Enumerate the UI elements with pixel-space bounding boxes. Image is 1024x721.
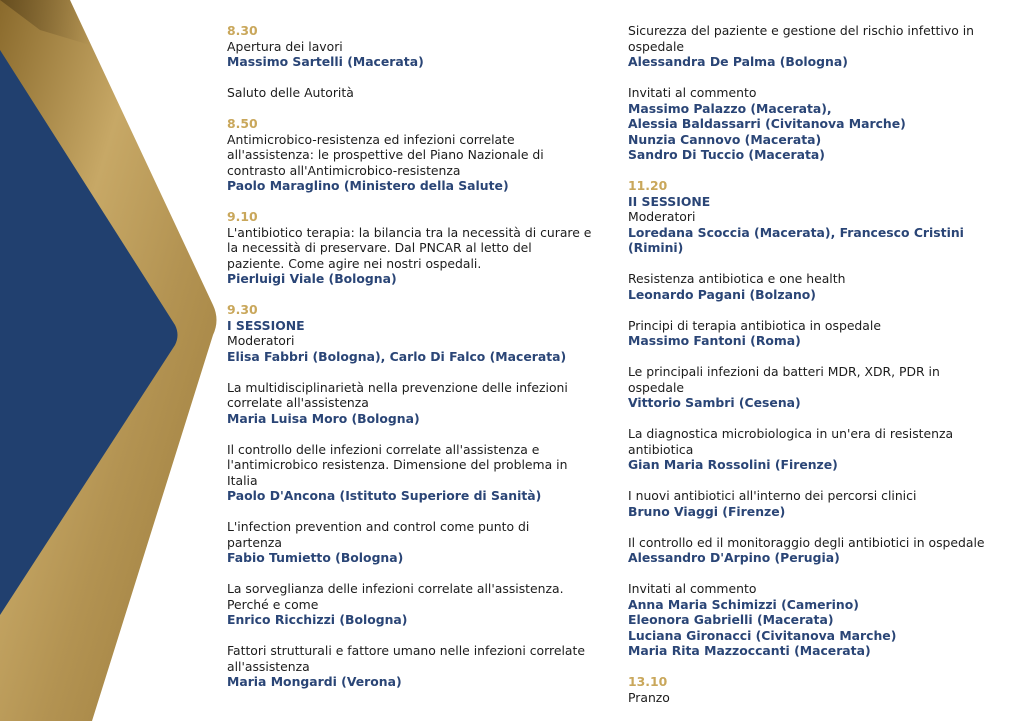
talk-title-line: partenza [227, 534, 282, 550]
talk-title-line: L'infection prevention and control come punto di [227, 519, 530, 534]
speaker-name: Leonardo Pagani (Bolzano) [628, 286, 816, 302]
program-item [628, 318, 1008, 349]
talk-title-line: all'assistenza: le prospettive del Piano Nazionale di [227, 147, 544, 162]
talk-title-line: Perché e come [227, 596, 319, 612]
talk-title-line: all'assistenza [227, 658, 310, 674]
speaker-name: Paolo Maraglino (Ministero della Salute) [227, 178, 509, 193]
program-item [227, 581, 602, 628]
speaker-name: Massimo Sartelli (Macerata) [227, 54, 424, 69]
talk-title-line: Le principali infezioni da batteri MDR, XDR, PDR in [628, 364, 940, 379]
speaker-name: Maria Luisa Moro (Bologna) [227, 410, 420, 426]
talk-title-line: Saluto delle Autorità [227, 85, 354, 100]
speaker-name: Alessia Baldassarri (Civitanova Marche) [628, 116, 906, 131]
speaker-name: Luciana Gironacci (Civitanova Marche) [628, 627, 897, 643]
session-title: II SESSIONE [628, 193, 711, 209]
program-item [227, 23, 602, 70]
speaker-name: Bruno Viaggi (Firenze) [628, 503, 786, 519]
speaker-name: Fabio Tumietto (Bologna) [227, 550, 404, 565]
program-item [227, 116, 602, 194]
speaker-name: Enrico Ricchizzi (Bologna) [227, 612, 408, 627]
program-item [628, 271, 1008, 302]
program-item [628, 535, 1008, 566]
talk-title-line: Pranzo [628, 689, 670, 705]
speaker-name: Maria Rita Mazzoccanti (Macerata) [628, 643, 871, 658]
program-item [628, 581, 1008, 659]
program-item [628, 85, 1008, 163]
talk-title-line: Italia [227, 472, 258, 488]
speaker-name: Massimo Palazzo (Macerata), [628, 100, 832, 116]
talk-title-line: Fattori strutturali e fattore umano nelle infezioni correlate [227, 643, 585, 658]
talk-title-line: ospedale [628, 379, 685, 395]
speaker-name: Elisa Fabbri (Bologna), Carlo Di Falco (Macerata) [227, 348, 567, 364]
talk-title-line: la necessità di preservare. Dal PNCAR al letto del [227, 240, 532, 255]
talk-title-line: ospedale [628, 38, 685, 54]
talk-title-line: Antimicrobico-resistenza ed infezioni correlate [227, 131, 515, 147]
speaker-name: Alessandra De Palma (Bologna) [628, 54, 848, 69]
talk-title-line: paziente. Come agire nei nostri ospedali. [227, 255, 482, 271]
talk-title-line: correlate all'assistenza [227, 395, 369, 410]
program-item [628, 23, 1008, 70]
talk-title-line: Apertura dei lavori [227, 38, 343, 54]
session-title: I SESSIONE [227, 317, 305, 333]
speaker-name: Eleonora Gabrielli (Macerata) [628, 612, 834, 627]
speaker-name: Anna Maria Schimizzi (Camerino) [628, 596, 859, 612]
talk-title-line: contrasto all'Antimicrobico-resistenza [227, 162, 461, 178]
program-item [227, 209, 602, 287]
talk-title-line: La sorveglianza delle infezioni correlate all'assistenza. [227, 581, 564, 596]
speaker-name: Massimo Fantoni (Roma) [628, 333, 801, 348]
program-item [227, 302, 602, 364]
speaker-name: Gian Maria Rossolini (Firenze) [628, 457, 838, 472]
speaker-name: Maria Mongardi (Verona) [227, 674, 402, 689]
program-column-left [227, 23, 602, 705]
program-item [628, 488, 1008, 519]
talk-title-line: Sicurezza del paziente e gestione del rischio infettivo in [628, 23, 975, 38]
talk-title-line: Moderatori [628, 209, 696, 224]
talk-title-line: La multidisciplinarietà nella prevenzione delle infezioni [227, 379, 568, 395]
talk-title-line: I nuovi antibiotici all'interno dei percorsi clinici [628, 488, 917, 503]
program-item [227, 85, 602, 101]
speaker-name: Nunzia Cannovo (Macerata) [628, 131, 822, 147]
talk-title-line: Invitati al commento [628, 581, 757, 596]
speaker-name: Vittorio Sambri (Cesena) [628, 395, 801, 410]
time-label: 13.10 [628, 674, 668, 689]
talk-title-line: La diagnostica microbiologica in un'era di resistenza [628, 426, 954, 441]
speaker-name: Paolo D'Ancona (Istituto Superiore di Sanità) [227, 488, 542, 503]
talk-title-line: antibiotica [628, 441, 694, 457]
time-label: 9.30 [227, 302, 258, 317]
program-item [628, 178, 1008, 256]
talk-title-line: Moderatori [227, 333, 295, 348]
program-item [227, 643, 602, 690]
talk-title-line: Principi di terapia antibiotica in ospedale [628, 317, 881, 333]
speaker-name: Alessandro D'Arpino (Perugia) [628, 550, 840, 565]
time-label: 8.30 [227, 23, 258, 38]
speaker-name: Pierluigi Viale (Bologna) [227, 271, 397, 286]
program-column-right [628, 23, 1008, 721]
talk-title-line: Resistenza antibiotica e one health [628, 271, 846, 286]
program-item [227, 442, 602, 504]
talk-title-line: Il controllo ed il monitoraggio degli antibiotici in ospedale [628, 534, 985, 550]
program-item [628, 674, 1008, 705]
time-label: 11.20 [628, 178, 668, 193]
speaker-name: Sandro Di Tuccio (Macerata) [628, 147, 825, 162]
time-label: 9.10 [227, 209, 258, 224]
talk-title-line: l'antimicrobico resistenza. Dimensione del problema in [227, 457, 568, 472]
speaker-name: Loredana Scoccia (Macerata), Francesco Cristini (Rimini) [628, 224, 964, 255]
talk-title-line: Il controllo delle infezioni correlate all'assistenza e [227, 441, 540, 457]
program-item [227, 519, 602, 566]
program-item [628, 426, 1008, 473]
talk-title-line: L'antibiotico terapia: la bilancia tra la necessità di curare e [227, 224, 592, 240]
program-item [227, 380, 602, 427]
talk-title-line: Invitati al commento [628, 85, 757, 100]
time-label: 8.50 [227, 116, 258, 131]
decorative-chevron [0, 0, 225, 721]
program-item [628, 364, 1008, 411]
